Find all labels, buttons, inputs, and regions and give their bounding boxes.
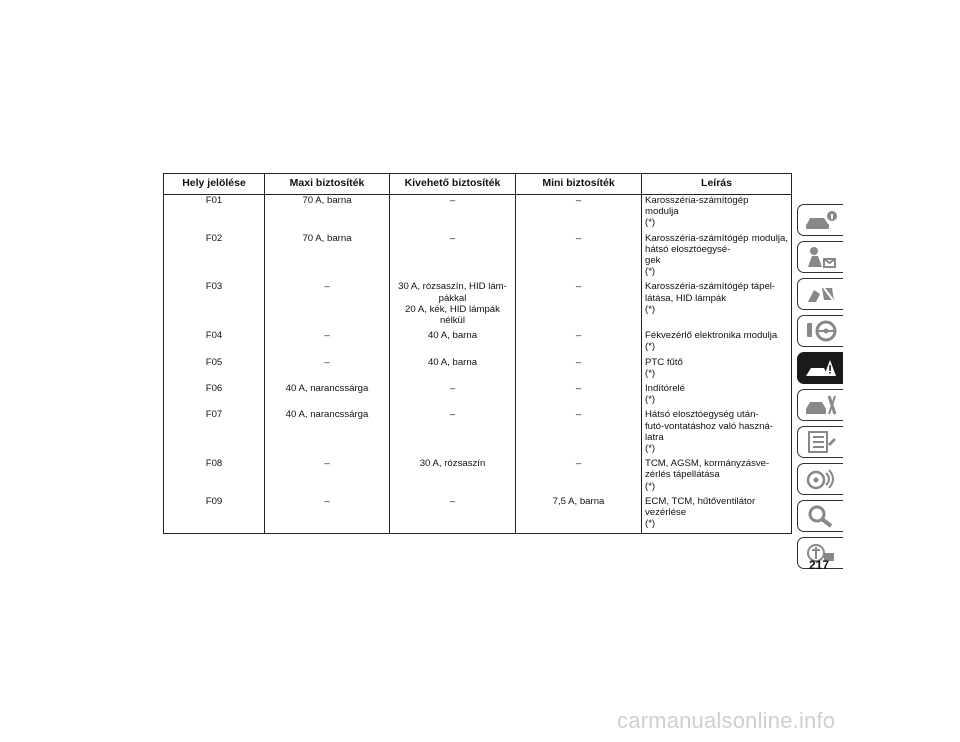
cell-location: F02	[164, 233, 265, 282]
cell-maxi: –	[265, 357, 390, 383]
cell-removable: 30 A, rózsaszín	[390, 458, 516, 496]
table-row	[164, 233, 792, 282]
header-maxi-fuse: Maxi biztosíték	[265, 174, 390, 195]
car-service-tools-icon	[804, 393, 838, 417]
cell-location: F05	[164, 357, 265, 383]
cell-description: Indítórelé (*)	[642, 383, 792, 409]
tab-safety[interactable]	[797, 241, 843, 273]
multimedia-icon	[804, 467, 838, 491]
cell-maxi: 40 A, narancssárga	[265, 409, 390, 458]
cell-description: TCM, AGSM, kormányzásve- zérlés tápellátása (*)	[642, 458, 792, 496]
cell-location: F06	[164, 383, 265, 409]
table-header-row	[164, 174, 792, 195]
tab-multimedia[interactable]	[797, 463, 843, 495]
cell-maxi: 40 A, narancssárga	[265, 383, 390, 409]
seatbelt-person-icon	[804, 282, 838, 306]
cell-maxi: 70 A, barna	[265, 233, 390, 282]
cell-mini: –	[516, 357, 642, 383]
steering-wheel-icon	[804, 319, 838, 343]
cell-removable: –	[390, 383, 516, 409]
table-row	[164, 409, 792, 458]
header-mini-fuse: Mini biztosíték	[516, 174, 642, 195]
table-row	[164, 281, 792, 330]
cell-maxi: –	[265, 496, 390, 534]
cell-mini: –	[516, 281, 642, 330]
cell-removable: 40 A, barna	[390, 330, 516, 356]
cell-mini: 7,5 A, barna	[516, 496, 642, 534]
chapter-tabs	[797, 204, 843, 574]
table-row	[164, 458, 792, 496]
table-row	[164, 496, 792, 534]
watermark: carmanualsonline.info	[617, 708, 836, 733]
cell-description: PTC fűtő (*)	[642, 357, 792, 383]
cell-mini: –	[516, 330, 642, 356]
header-location: Hely jelölése	[164, 174, 265, 195]
cell-location: F01	[164, 195, 265, 233]
cell-description: Hátsó elosztóegység után- futó-vontatáshoz való haszná- latra (*)	[642, 409, 792, 458]
tab-maintenance[interactable]	[797, 426, 843, 458]
safety-airbag-icon	[804, 245, 838, 269]
cell-maxi: 70 A, barna	[265, 195, 390, 233]
tab-seats[interactable]	[797, 278, 843, 310]
cell-description: ECM, TCM, hűtőventilátor vezérlése (*)	[642, 496, 792, 534]
table-row	[164, 330, 792, 356]
table-row	[164, 195, 792, 233]
cell-mini: –	[516, 383, 642, 409]
tab-emergency[interactable]	[797, 352, 843, 384]
cell-removable: 30 A, rózsaszín, HID lám- pákkal 20 A, kék, HID lámpák nélkül	[390, 281, 516, 330]
cell-removable: 40 A, barna	[390, 357, 516, 383]
warning-triangle-car-icon	[804, 356, 838, 380]
cell-maxi: –	[265, 330, 390, 356]
tab-service[interactable]	[797, 389, 843, 421]
cell-description: Karosszéria-számítógép modulja, hátsó elosztóegysé- gek (*)	[642, 233, 792, 282]
fuse-table	[163, 173, 792, 534]
cell-maxi: –	[265, 458, 390, 496]
tab-car-info[interactable]	[797, 204, 843, 236]
cell-mini: –	[516, 233, 642, 282]
cell-removable: –	[390, 496, 516, 534]
cell-description: Karosszéria-számítógép modulja (*)	[642, 195, 792, 233]
cell-description: Fékvezérlő elektronika modulja (*)	[642, 330, 792, 356]
cell-location: F04	[164, 330, 265, 356]
cell-location: F03	[164, 281, 265, 330]
page-number: 217	[808, 558, 829, 572]
cell-mini: –	[516, 458, 642, 496]
cell-maxi: –	[265, 281, 390, 330]
cell-location: F08	[164, 458, 265, 496]
tab-index[interactable]	[797, 500, 843, 532]
maintenance-list-icon	[804, 430, 838, 454]
header-removable-fuse: Kivehető biztosíték	[390, 174, 516, 195]
table-row	[164, 383, 792, 409]
search-index-icon	[804, 504, 838, 528]
cell-removable: –	[390, 195, 516, 233]
cell-removable: –	[390, 233, 516, 282]
cell-removable: –	[390, 409, 516, 458]
table-row	[164, 357, 792, 383]
cell-location: F09	[164, 496, 265, 534]
cell-mini: –	[516, 409, 642, 458]
header-description: Leírás	[642, 174, 792, 195]
cell-mini: –	[516, 195, 642, 233]
tab-driving[interactable]	[797, 315, 843, 347]
car-info-icon	[804, 208, 838, 232]
cell-description: Karosszéria-számítógép tápel- látása, HID lámpák (*)	[642, 281, 792, 330]
cell-location: F07	[164, 409, 265, 458]
